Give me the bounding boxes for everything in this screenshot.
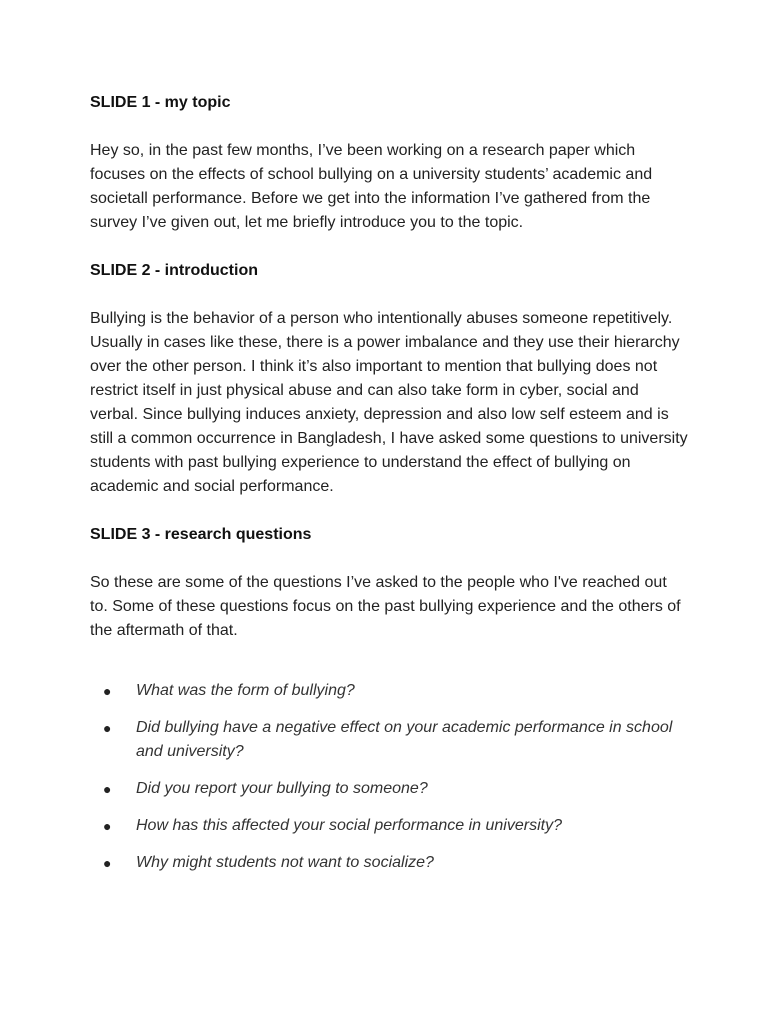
question-text: Why might students not want to socialize? <box>136 854 434 871</box>
bullet-icon: ● <box>103 683 112 699</box>
slide-1-heading: SLIDE 1 - my topic <box>90 94 231 111</box>
question-text: Did you report your bullying to someone? <box>136 780 428 797</box>
list-item <box>90 851 688 875</box>
bullet-icon: ● <box>103 818 112 834</box>
slide-2-paragraph: Bullying is the behavior of a person who intentionally abuses someone repetitively. Usually in cases like these, there is a power imbalance and they use their hierarchy over the other person. I think it’s also important to mention that bullying does not restrict itself in just physical abuse and can also take form in cyber, social and verbal. Since bullying induces anxiety, depression and also low self esteem and is still a common occurrence in Bangladesh, I have asked some questions to university students with past bullying experience to understand the effect of bullying on academic and social performance. <box>90 310 688 495</box>
slide-1-paragraph: Hey so, in the past few months, I’ve been working on a research paper which focuses on the effects of school bullying on a university students’ academic and societall performance. Before we get into the information I’ve gathered from the survey I’ve given out, let me briefly introduce you to the topic. <box>90 142 653 231</box>
slide-3-heading: SLIDE 3 - research questions <box>90 526 312 543</box>
bullet-icon: ● <box>103 720 112 736</box>
question-text: Did bullying have a negative effect on your academic performance in school and university? <box>136 719 673 760</box>
list-item <box>90 679 688 703</box>
question-text: How has this affected your social performance in university? <box>136 817 562 834</box>
list-item <box>90 777 688 801</box>
question-text: What was the form of bullying? <box>136 682 355 699</box>
list-item <box>90 814 688 838</box>
research-questions-list <box>90 679 688 875</box>
bullet-icon: ● <box>103 781 112 797</box>
slide-3-paragraph: So these are some of the questions I’ve asked to the people who I've reached out to. Some of these questions focus on the past bullying experience and the others of the aftermath of that. <box>90 574 681 639</box>
slide-2-heading: SLIDE 2 - introduction <box>90 262 258 279</box>
list-item <box>90 716 688 764</box>
bullet-icon: ● <box>103 855 112 871</box>
